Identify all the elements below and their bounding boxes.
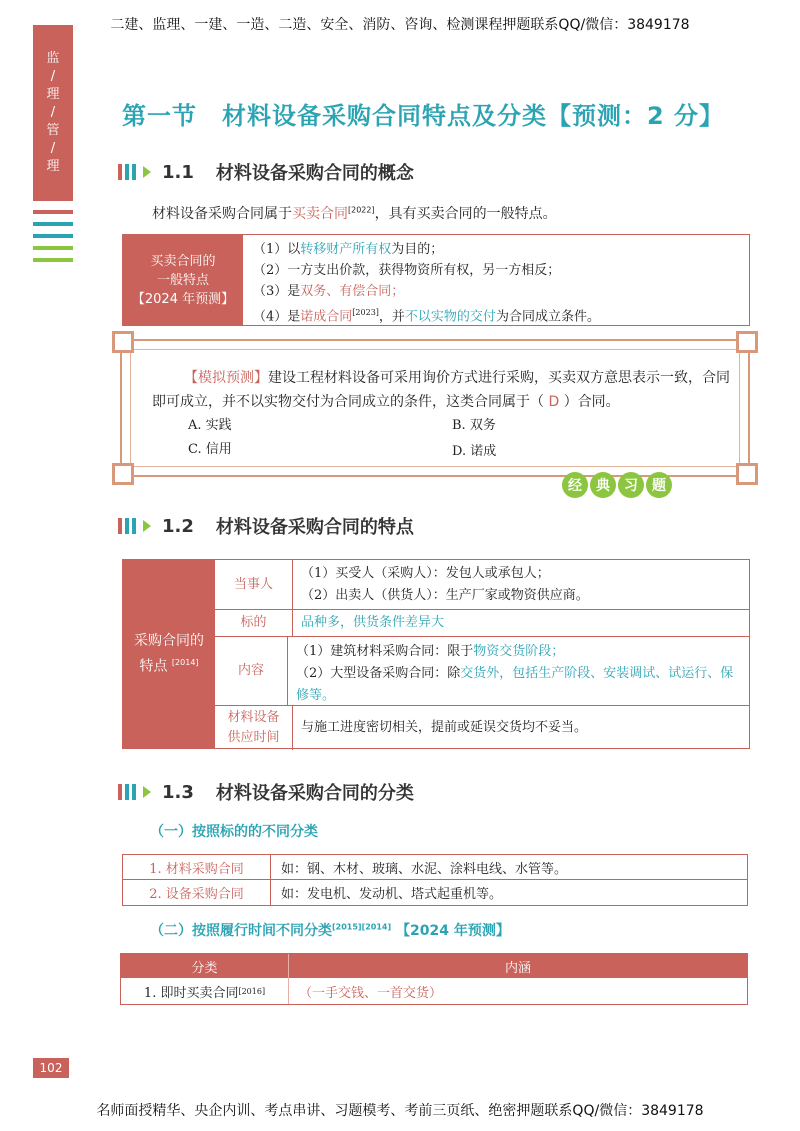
row-value: 品种多，供货条件差异大 [301,615,445,630]
column-header: 内涵 [504,960,531,976]
table-row [215,637,749,706]
option-a: A. 实践 [188,418,232,433]
side-stripe [33,258,73,262]
classification-heading: （一）按照标的的不同分类 [150,824,318,840]
header-line: 【2024 年预测】 [131,291,235,307]
option-c: C. 信用 [188,442,232,457]
prediction-tag: 【2024 年预测】 [396,923,510,939]
side-stripe [33,234,73,238]
subsection-title: 材料设备采购合同的概念 [215,163,414,184]
year-tag: [2022] [348,205,375,215]
row-value [288,637,749,705]
value-line: （2）出卖人（供货人）：生产厂家或物资供应商。 [301,587,589,603]
value-line [296,663,741,707]
badge-char: 典 [590,472,616,498]
top-banner: 二建、监理、一建、一造、二造、安全、消防、咨询、检测课程押题联系QQ/微信：3849178 [110,17,690,33]
side-tab-char: / [50,105,56,120]
header-line: 采购合同的 [134,633,204,650]
subsection-heading [118,513,414,539]
badge-char: 习 [618,472,644,498]
characteristics-header [123,560,215,748]
subsection-heading [118,779,414,805]
answer: D [544,394,564,410]
side-tab-char: 管 [46,123,60,138]
row-value: （一手交钱、一首交货） [299,985,443,1001]
table-row [215,706,749,750]
header-text: 特点 [139,658,168,675]
key-text: 1. 即时买卖合同 [143,985,239,1001]
side-stripe [33,210,73,214]
feature-line [253,302,600,327]
highlight: 转移财产所有权 [300,242,392,257]
header-line: 一般特点 [156,272,209,288]
question-text: ）合同。 [563,394,620,410]
option-d: D. 诺成 [452,444,497,459]
badge-char: 经 [562,472,588,498]
subsection-title: 材料设备采购合同的分类 [215,783,414,804]
side-tab-char: 理 [46,159,60,174]
text: ，并 [378,309,405,325]
highlight: 不以实物的交付 [404,309,496,325]
characteristics-table [122,559,750,749]
row-value: 如：钢、木材、玻璃、水泥、涂料电线、水管等。 [281,861,568,877]
subsection-number: 1.3 [162,781,194,803]
subsection-title: 材料设备采购合同的特点 [215,517,414,538]
highlight: 交货外，包括生产阶段、安装调试、试运行、保修等。 [295,666,734,703]
side-tab-char: 监 [46,51,60,66]
row-key: 内容 [215,637,288,705]
frame-corner [736,331,758,353]
option-b: B. 双务 [452,418,496,433]
page-number: 102 [33,1058,69,1078]
text: （4）是 [253,309,301,325]
row-value [293,560,597,609]
row-value: 如：发电机、发动机、塔式起重机等。 [281,887,503,902]
text: （2）大型设备采购合同：除 [295,666,461,681]
table-row [215,560,749,610]
frame-corner [112,331,134,353]
features-table-body [243,235,610,325]
value-line: （1）买受人（采购人）：发包人或承包人； [301,565,550,581]
feature-line: （2）一方支出价款，获得物资所有权，另一方相反； [253,263,561,278]
highlight: 诺成合同 [300,309,353,325]
question-text: 建设工程材料设备可采用询价方式进行采购，买卖双方意思表示一致，合同即可成立，并不以实物交付为合同成立的条件，这类合同属于（ [152,370,730,410]
subsection-number: 1.1 [162,161,194,183]
year-tag: [2016] [238,986,266,996]
def-text: 材料设备采购合同属于 [152,206,292,222]
feature-line [253,239,600,260]
table-row [123,855,747,880]
bars-icon [118,782,152,802]
highlight: 双务、有偿合同； [300,284,405,299]
row-value: 与施工进度密切相关，提前或延误交货均不妥当。 [301,720,588,735]
bottom-banner: 名师面授精华、央企内训、考点串讲、习题模考、考前三页纸、绝密押题联系QQ/微信：3849178 [96,1103,704,1119]
table-row [215,610,749,637]
side-tab [33,25,73,201]
row-key: 当事人 [215,560,293,609]
table-row [123,880,747,905]
heading-text: （二）按照履行时间不同分类 [150,923,332,939]
subsection-heading [118,159,414,185]
badge-char: 题 [646,472,672,498]
text: （1）以 [253,242,301,257]
row-key: 2. 设备采购合同 [123,880,271,905]
year-tag: [2023] [352,308,379,317]
section-title: 第一节 材料设备采购合同特点及分类【预测：2 分】 [122,102,725,130]
side-tab-char: / [50,69,56,84]
row-key: 标的 [215,610,293,636]
highlight: 物资交货阶段； [473,644,565,659]
definition-paragraph [152,203,557,223]
table-header-row [121,954,747,978]
time-classification-table [120,953,748,1005]
def-highlight: 买卖合同 [292,206,348,222]
text: （1）建筑材料采购合同：限于 [295,644,474,659]
def-text: ，具有买卖合同的一般特点。 [374,206,557,222]
exercise-question [152,366,732,414]
value-line [296,641,741,663]
side-tab-char: 理 [46,87,60,102]
frame-corner [112,463,134,485]
classification-heading [150,920,510,940]
bars-icon [118,162,152,182]
table-row [121,978,747,1004]
side-stripe [33,246,73,250]
text: （3）是 [253,284,301,299]
exercise-tag: 【模拟预测】 [184,370,268,386]
bars-icon [118,516,152,536]
key-line: 材料设备 [227,710,280,725]
row-key [121,978,289,1004]
classic-exercise-badge [562,472,672,498]
features-table [122,234,750,326]
year-tag: [2014] [171,658,199,668]
header-line: 买卖合同的 [150,253,216,269]
side-stripe [33,222,73,226]
features-table-header [123,235,243,325]
text: 为合同成立条件。 [495,309,600,325]
text: 为目的； [391,242,444,257]
subject-classification-table [122,854,748,906]
subsection-number: 1.2 [162,515,194,537]
feature-line [253,281,600,302]
column-header: 分类 [121,954,289,978]
frame-corner [736,463,758,485]
row-key [215,706,293,750]
year-tag: [2015][2014] [332,922,392,932]
side-tab-char: / [50,141,56,156]
header-line [139,652,198,678]
key-line: 供应时间 [227,730,280,745]
row-key: 1. 材料采购合同 [123,855,271,879]
